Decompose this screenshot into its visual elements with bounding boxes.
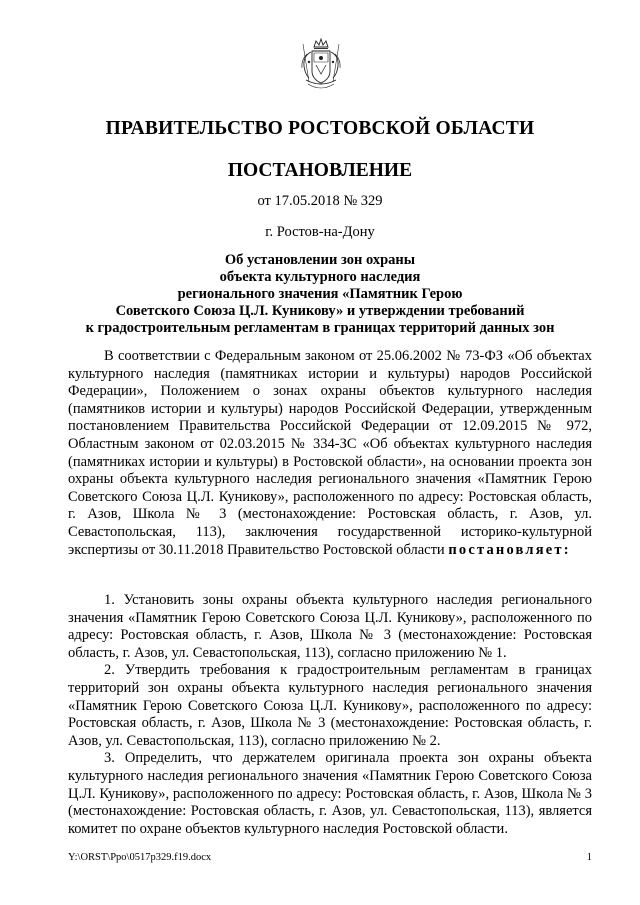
document-title-line: Об установлении зон охраны: [224, 252, 416, 268]
document-title-line: к градостроительным регламентам в границах территорий данных зон: [85, 320, 555, 336]
resolution-item: 2. Утвердить требования к градостроительным регламентам в границах территорий зон охраны объекта культурного наследия регионального значения «Памятник Герою Советского Союза Ц.Л. Куникову», расположенного по адресу: Ростовская область, г. Азов, Школа № 3 (местонахождение: Ростовская область, г. Азов, ул. Севастопольская, 113), согласно приложению № 2.: [68, 662, 592, 749]
resolution-items: [68, 592, 592, 838]
document-title: [40, 252, 600, 337]
coat-of-arms-icon: [297, 38, 345, 94]
document-city: г. Ростов-на-Дону: [265, 224, 375, 240]
document-date-number: от 17.05.2018 № 329: [257, 193, 383, 209]
document-title-line: регионального значения «Памятник Герою: [177, 286, 463, 302]
preamble-text: В соответствии с Федеральным законом от 25.06.2002 № 73-ФЗ «Об объектах культурного наследия (памятниках истории и культуры) народов Российской Федерации», Положением о зонах охраны объектов культурного наследия (памятников истории и культуры) народов Российской Федерации, утвержденным постановлением Правительства Российской Федерации от 12.09.2015 № 972, Областным законом от 02.03.2015 № 334-ЗС «Об объектах культурного наследия (памятниках истории и культуры) в Ростовской области», на основании проекта зон охраны объекта культурного наследия регионального значения «Памятник Герою Советского Союза Ц.Л. Куникову», расположенного по адресу: Ростовская область, г. Азов, Школа № 3 (местонахождение: Ростовская область, г. Азов, ул. Севастопольская, 113), заключения государственной историко-культурной экспертизы от 30.11.2018 Правительство Ростовской области: [68, 348, 592, 558]
footer-file-path: Y:\ORST\Ppo\0517p329.f19.docx: [68, 852, 212, 863]
document-title-line: объекта культурного наследия: [219, 269, 421, 285]
preamble-paragraph: [68, 348, 592, 559]
resolution-item: 1. Установить зоны охраны объекта культурного наследия регионального значения «Памятник Герою Советского Союза Ц.Л. Куникову», расположенного по адресу: Ростовская область, г. Азов, Школа № 3 (местонахождение: Ростовская область, г. Азов, ул. Севастопольская, 113), согласно приложению № 1.: [68, 592, 592, 661]
decree-word: постановляет:: [448, 541, 571, 558]
resolution-item: 3. Определить, что держателем оригинала проекта зон охраны объекта культурного наследия регионального значения «Памятник Герою Советского Союза Ц.Л. Куникову», расположенного по адресу: Ростовская область, г. Азов, Школа № 3 (местонахождение: Ростовская область, г. Азов, ул. Севастопольская, 113), является комитет по охране объектов культурного наследия Ростовской области.: [68, 750, 592, 837]
page-number: 1: [586, 852, 592, 863]
document-type: ПОСТАНОВЛЕНИЕ: [227, 160, 413, 181]
government-name: ПРАВИТЕЛЬСТВО РОСТОВСКОЙ ОБЛАСТИ: [105, 118, 535, 139]
document-title-line: Советского Союза Ц.Л. Куникову» и утверждении требований: [115, 303, 525, 319]
preamble-section: [68, 348, 592, 559]
